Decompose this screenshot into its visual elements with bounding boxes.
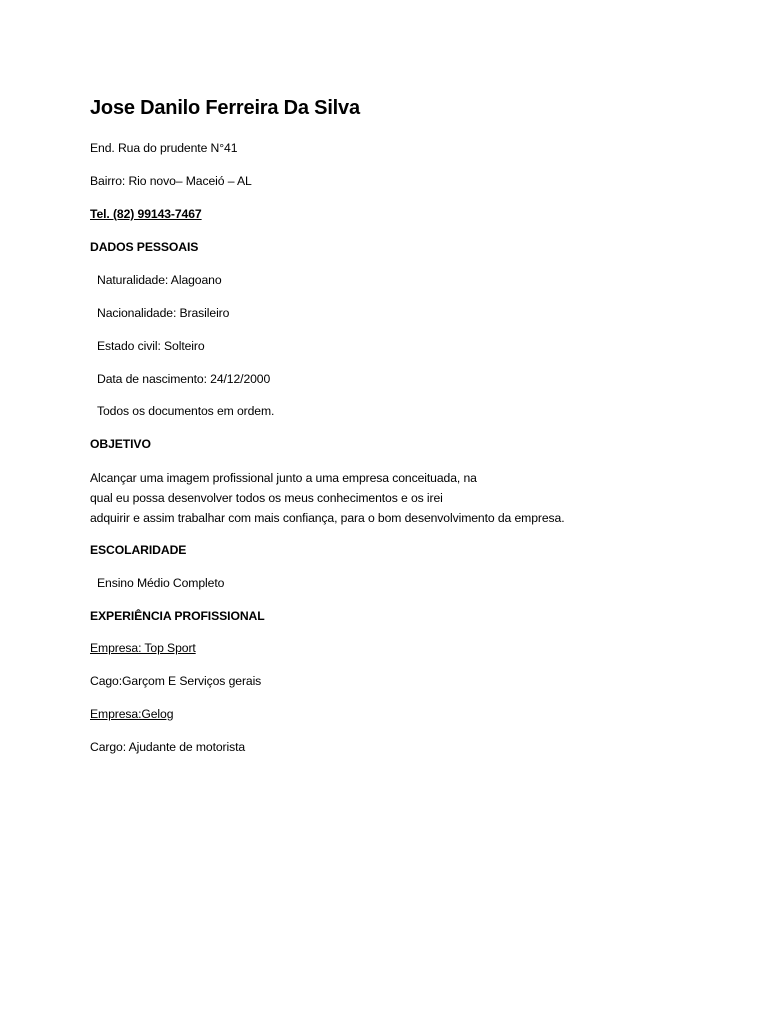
birth-date-line: Data de nascimento: 24/12/2000 — [97, 372, 271, 386]
documents-line: Todos os documentos em ordem. — [97, 404, 275, 418]
section-heading-education: ESCOLARIDADE — [90, 543, 187, 557]
phone-line: Tel. (82) 99143-7467 — [90, 207, 202, 221]
address-line: End. Rua do prudente N°41 — [90, 141, 238, 155]
section-heading-experience: EXPERIÊNCIA PROFISSIONAL — [90, 609, 265, 623]
marital-status-line: Estado civil: Solteiro — [97, 339, 205, 353]
job-company: Empresa: Top Sport — [90, 641, 196, 655]
section-heading-objective: OBJETIVO — [90, 437, 151, 451]
job-role: Cago:Garçom E Serviços gerais — [90, 674, 262, 688]
job-role: Cargo: Ajudante de motorista — [90, 740, 246, 754]
candidate-name: Jose Danilo Ferreira Da Silva — [90, 97, 360, 119]
education-level-line: Ensino Médio Completo — [97, 576, 225, 590]
naturalness-line: Naturalidade: Alagoano — [97, 273, 222, 287]
nationality-line: Nacionalidade: Brasileiro — [97, 306, 230, 320]
objective-paragraph — [90, 468, 565, 528]
neighborhood-line: Bairro: Rio novo– Maceió – AL — [90, 174, 252, 188]
objective-line: Alcançar uma imagem profissional junto a uma empresa conceituada, na — [90, 471, 477, 485]
job-company: Empresa:Gelog — [90, 707, 174, 721]
objective-line: adquirir e assim trabalhar com mais confiança, para o bom desenvolvimento da empresa. — [90, 511, 565, 525]
section-heading-personal: DADOS PESSOAIS — [90, 240, 199, 254]
objective-line: qual eu possa desenvolver todos os meus conhecimentos e os irei — [90, 491, 443, 505]
